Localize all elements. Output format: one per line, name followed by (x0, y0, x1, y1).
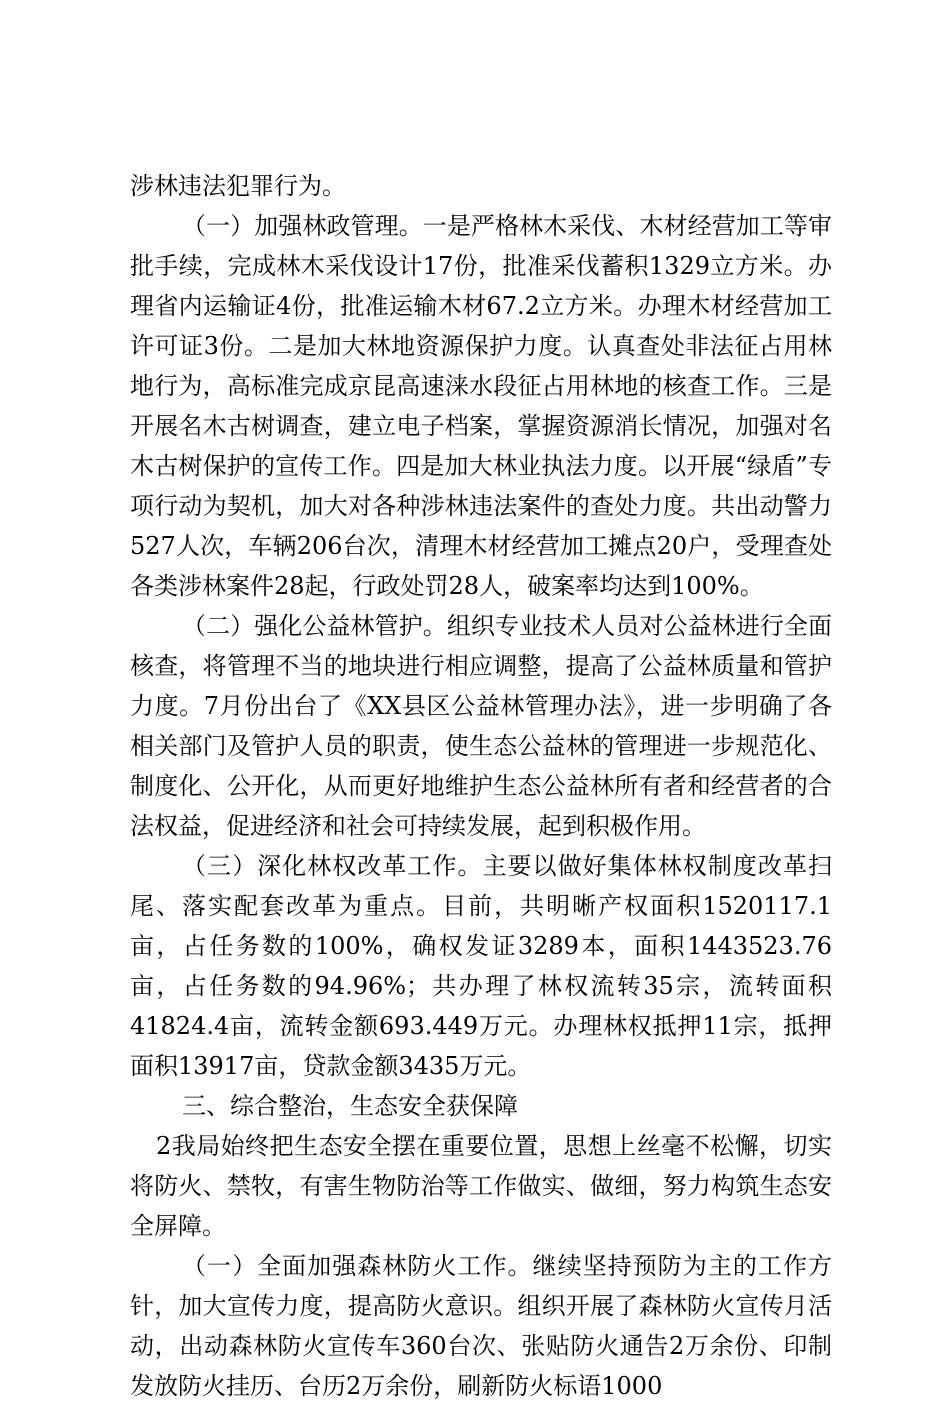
paragraph-public-welfare-forest: （二）强化公益林管护。组织专业技术人员对公益林进行全面核查，将管理不当的地块进行相应调整，提高了公益林质量和管护力度。7月份出台了《XX县区公益林管理办法》，进一步明确了各相关部门及管护人员的职责，使生态公益林的管理进一步规范化、制度化、公开化，从而更好地维护生态公益林所有者和经营者的合法权益，促进经济和社会可持续发展，起到积极作用。 (130, 612, 832, 840)
section-heading-ecological-safety: 三、综合整治，生态安全获保障 (182, 1092, 518, 1120)
paragraph-continuation: 涉林违法犯罪行为。 (130, 172, 346, 200)
paragraph-forestry-administration: （一）加强林政管理。一是严格林木采伐、木材经营加工等审批手续，完成林木采伐设计17份，批准采伐蓄积1329立方米。办理省内运输证4份，批准运输木材67.2立方米。办理木材经营加工许可证3份。二是加大林地资源保护力度。认真查处非法征占用林地行为，高标准完成京昆高速涞水段征占用林地的核查工作。三是开展名木古树调查，建立电子档案，掌握资源消长情况，加强对名木古树保护的宣传工作。四是加大林业执法力度。以开展“绿盾”专项行动为契机，加大对各种涉林违法案件的查处力度。共出动警力527人次，车辆206台次，清理木材经营加工摊点20户，受理查处各类涉林案件28起，行政处罚28人，破案率均达到100%。 (130, 212, 832, 600)
paragraph-forest-rights-reform: （三）深化林权改革工作。主要以做好集体林权制度改革扫尾、落实配套改革为重点。目前，共明晰产权面积1520117.1亩，占任务数的100%，确权发证3289本，面积1443523.76亩，占任务数的94.96%；共办理了林权流转35宗，流转面积41824.4亩，流转金额693.449万元。办理林权抵押11宗，抵押面积13917亩，贷款金额3435万元。 (130, 852, 832, 1080)
document-page (130, 166, 832, 1406)
paragraph-fire-prevention: （一）全面加强森林防火工作。继续坚持预防为主的工作方针，加大宣传力度，提高防火意识。组织开展了森林防火宣传月活动，出动森林防火宣传车360台次、张贴防火通告2万余份、印制发放防火挂历、台历2万余份，刷新防火标语1000 (130, 1252, 832, 1400)
paragraph-ecological-safety-intro: 2我局始终把生态安全摆在重要位置，思想上丝毫不松懈，切实将防火、禁牧，有害生物防治等工作做实、做细，努力构筑生态安全屏障。 (130, 1132, 832, 1240)
